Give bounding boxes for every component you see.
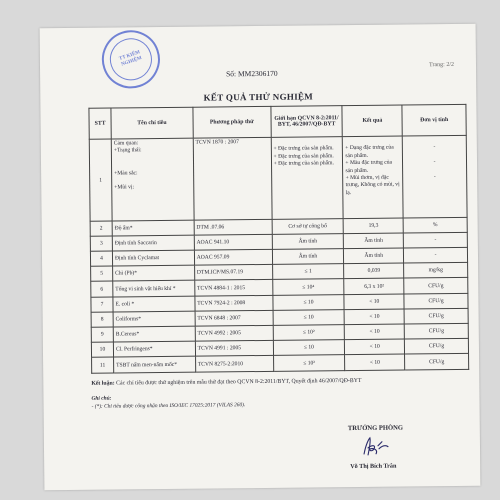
cell-stt: 4 — [90, 251, 112, 266]
cell-method: AOAC 957.09 — [194, 249, 272, 265]
cell-method: TCVN 1870 : 2007 — [193, 137, 272, 220]
cell-limit: ≤ 10² — [273, 355, 345, 372]
cell-name: Cl. Perfringens* — [113, 341, 195, 357]
cell-unit: - — [403, 232, 467, 248]
cell-name: B.Cereus* — [113, 326, 195, 342]
table-row — [92, 353, 469, 373]
cell-method: AOAC 941.10 — [194, 234, 272, 250]
signer-title: TRƯỞNG PHÒNG — [347, 424, 404, 433]
cell-limit: ≤ 10 — [273, 340, 345, 356]
header-limit: Giới hạn QCVN 8-2:2011/ BYT, 46/2007/QĐ-BYT — [271, 106, 343, 138]
cell-limit: ≤ 10² — [273, 325, 345, 341]
page-number: Trang: 2/2 — [429, 61, 455, 69]
cell-limit: Âm tính — [272, 249, 344, 265]
cell-result: < 10 — [344, 294, 404, 310]
cell-stt: 9 — [91, 327, 113, 342]
header-stt: STT — [89, 108, 111, 139]
header-method: Phương pháp thử — [193, 106, 271, 138]
cell-stt: 11 — [92, 357, 114, 373]
conclusion-text: Các chỉ tiêu được thử nghiệm trên mẫu thử đạt theo QCVN 8-2:2011/BYT, Quyết định 46/2007/QĐ-BYT — [116, 377, 362, 387]
cell-stt: 8 — [91, 312, 113, 327]
cell-unit: CFU/g — [404, 293, 468, 309]
header-result: Kết quả — [342, 105, 402, 137]
cell-unit: CFU/g — [405, 338, 469, 354]
cell-name: TSBT nấm men-nấm mốc* — [114, 356, 196, 373]
cell-result: < 10 — [345, 324, 405, 340]
cell-result: 6,3 x 10² — [344, 278, 404, 295]
cell-name: E. coli * — [113, 296, 195, 312]
cell-name: Định tính Saccarin — [112, 235, 194, 251]
cell-stt: 6 — [91, 281, 113, 297]
notes — [91, 392, 471, 411]
cell-name: Chì (Pb)* — [113, 265, 195, 281]
official-stamp — [94, 23, 167, 96]
cell-name: Coliforms* — [113, 311, 195, 327]
notes-label: Ghi chú: — [91, 395, 112, 402]
cell-limit: ≤ 10 — [273, 310, 345, 326]
cell-unit: mg/kg — [404, 262, 468, 278]
cell-stt: 10 — [91, 342, 113, 357]
cell-method: TCVN 8275-2:2010 — [195, 355, 273, 372]
cell-limit: + Đặc trưng của sản phẩm. + Đặc trưng của sản phẩm. + Đặc trưng của sản phẩm. — [271, 137, 344, 220]
cell-result: Âm tính — [344, 248, 404, 264]
conclusion-label: Kết luận: — [91, 380, 115, 387]
cell-stt: 5 — [91, 266, 113, 281]
header-name: Tên chỉ tiêu — [111, 107, 193, 139]
cell-method: TCVN 4992 : 2005 — [195, 325, 273, 341]
cell-result: Âm tính — [344, 233, 404, 249]
cell-limit: ≤ 1 — [272, 264, 344, 280]
stamp-text: TT KIỂM NGHIỆM — [118, 50, 143, 68]
cell-stt: 3 — [90, 236, 112, 251]
cell-stt: 7 — [91, 297, 113, 312]
cell-name: Cảm quan: +Trạng thái: +Màu sắc: +Mùi vị: — [111, 138, 194, 221]
cell-name: Độ ẩm* — [112, 220, 194, 236]
cell-result: < 10 — [345, 354, 405, 371]
cell-unit: CFU/g — [404, 308, 468, 324]
header-unit: Đơn vị tính — [402, 104, 466, 136]
cell-result: < 10 — [344, 309, 404, 325]
cell-limit: Âm tính — [272, 234, 344, 250]
cell-result: 19,3 — [343, 218, 403, 234]
cell-unit: - — [404, 247, 468, 263]
results-table — [88, 104, 469, 374]
conclusion — [91, 376, 471, 388]
page-title: KẾT QUẢ THỬ NGHIỆM — [203, 91, 314, 103]
cell-unit: CFU/g — [404, 323, 468, 339]
cell-method: TCVN 6848 : 2007 — [195, 310, 273, 326]
cell-name: Định tính Cyclamat — [112, 250, 194, 266]
document-page — [40, 24, 481, 491]
cell-method: TCVN 4884-1 : 2015 — [194, 279, 272, 296]
table-row — [89, 135, 467, 221]
notes-text: - (*): Chỉ tiêu được công nhận theo ISO/IEC 17025:2017 (VILAS 260). — [91, 401, 246, 410]
signer-name: Võ Thị Bích Trân — [350, 462, 397, 471]
cell-limit: Cơ sở tự công bố — [272, 219, 344, 235]
cell-unit: CFU/g — [405, 353, 469, 370]
cell-stt: 1 — [89, 139, 112, 221]
table-header-row — [89, 104, 466, 139]
stamp-inner — [104, 33, 157, 86]
cell-result: + Dạng đặc trưng của sản phẩm. + Màu đặc trưng của sản phẩm. + Mùi thơm, vị đặc trưng, Không có mùi, vị lạ. — [343, 136, 404, 219]
cell-name: Tổng vi sinh vật hiếu khí * — [113, 280, 195, 297]
cell-stt: 2 — [90, 221, 112, 236]
cell-unit: - - - — [402, 135, 467, 218]
cell-limit: ≤ 10 — [272, 295, 344, 311]
cell-result: 0,039 — [344, 263, 404, 279]
cell-limit: ≤ 10⁴ — [272, 279, 344, 296]
document-number: Số: MM2306170 — [226, 68, 278, 79]
cell-unit: % — [403, 217, 467, 233]
cell-method: DTM.ICP/MS.07.19 — [194, 264, 272, 280]
cell-method: TCVN 4991 : 2005 — [195, 340, 273, 356]
cell-result: < 10 — [345, 339, 405, 355]
cell-method: TCVN 7924-2 : 2008 — [195, 295, 273, 311]
cell-method: DTM .07.06 — [194, 219, 272, 235]
cell-unit: CFU/g — [404, 277, 468, 294]
signature-mark — [360, 436, 390, 458]
